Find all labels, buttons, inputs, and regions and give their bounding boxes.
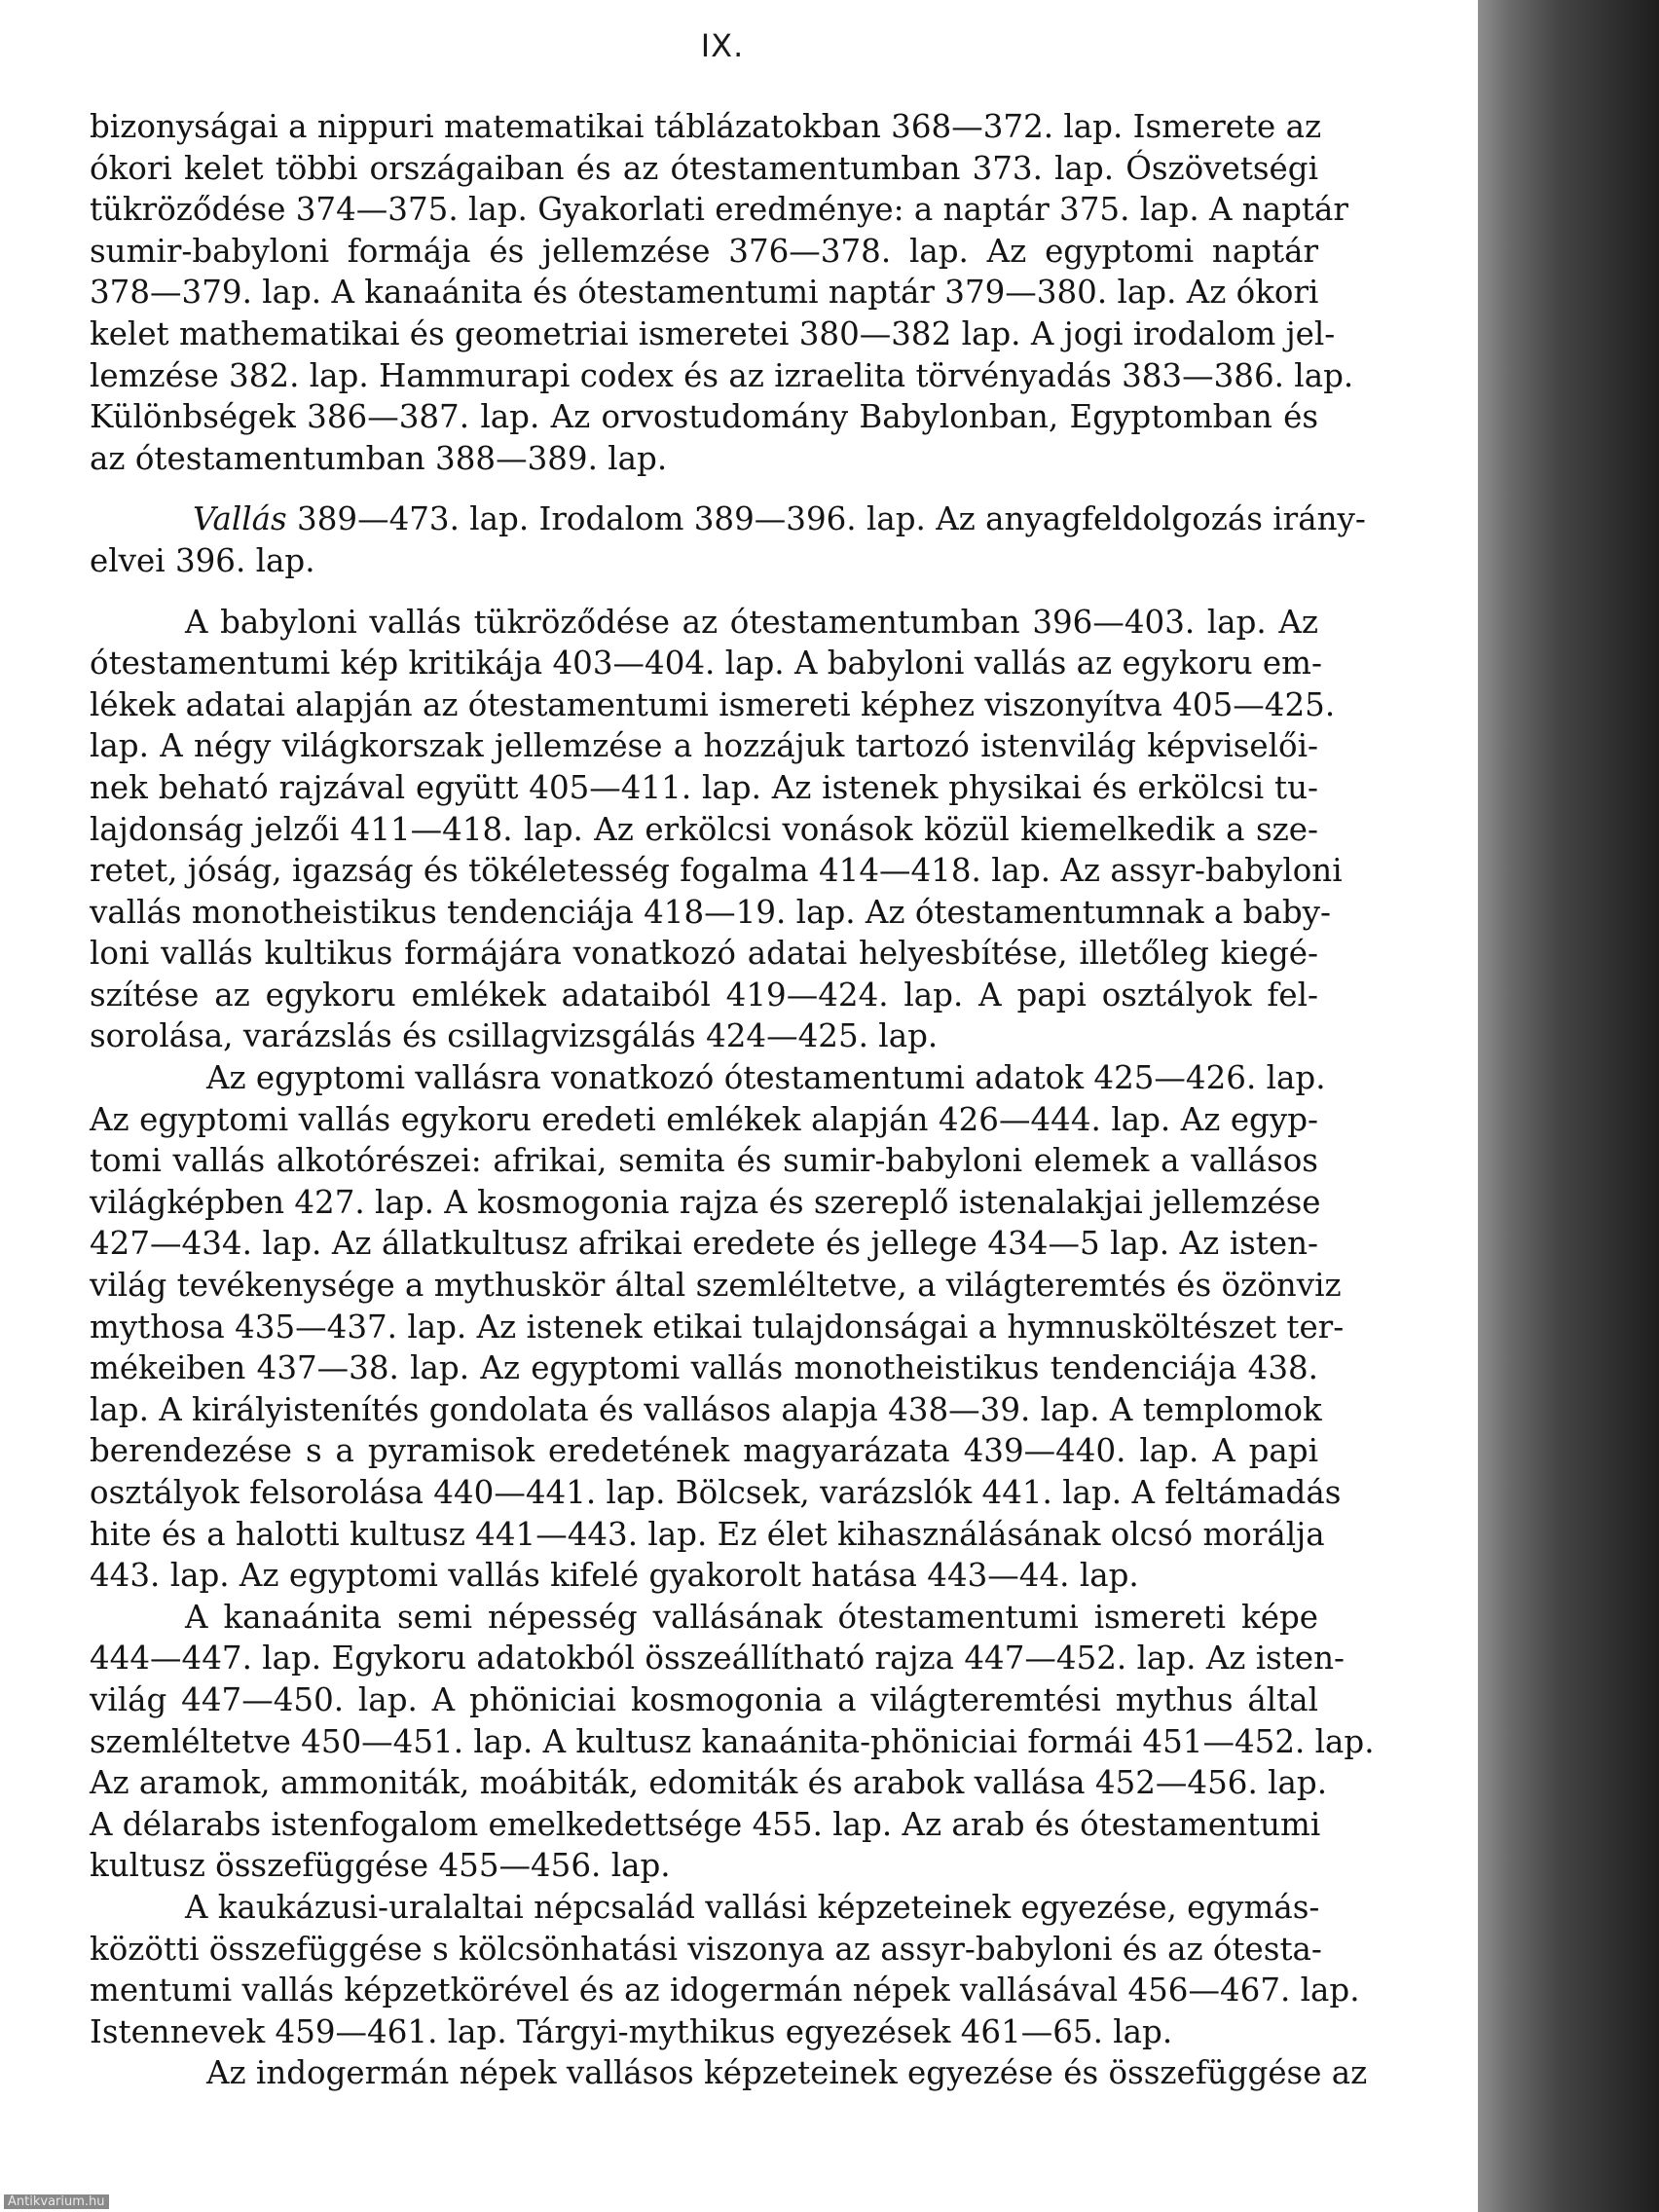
text-line: kultusz összefüggése 455—456. lap. xyxy=(90,1847,671,1885)
text-line: hite és a halotti kultusz 441—443. lap. Ez élet kihasználásának olcsó morálja xyxy=(90,1515,1325,1553)
text-line: lékek adatai alapján az ótestamentumi ismereti képhez viszonyítva 405—425. xyxy=(90,685,1336,723)
text-line: berendezése s a pyramisok eredetének magyarázata 439—440. lap. A papi xyxy=(90,1432,1318,1470)
watermark: Antikvarium.hu xyxy=(4,2194,109,2209)
text-line: osztályok felsorolása 440—441. lap. Bölcsek, varázslók 441. lap. A feltámadás xyxy=(90,1474,1342,1511)
text-line: elvei 396. lap. xyxy=(90,541,315,579)
text-line: A babyloni vallás tükröződése az ótestamentumban 396—403. lap. Az xyxy=(185,603,1318,641)
page-number: IX. xyxy=(700,27,745,64)
text-line: retet, jóság, igazság és tökéletesség fogalma 414—418. lap. Az assyr-babyloni xyxy=(90,852,1343,890)
paragraph-indo-european xyxy=(90,2052,1368,2094)
paragraph-gap xyxy=(90,582,1318,602)
page-text xyxy=(90,106,1375,2094)
text-line: sorolása, varázslás és csillagvizsgálás 424—425. lap. xyxy=(90,1017,939,1055)
text-line: nek beható rajzával együtt 405—411. lap. Az istenek physikai és erkölcsi tu- xyxy=(90,768,1318,806)
text-line: Az aramok, ammoniták, moábiták, edomiták és arabok vallása 452—456. lap. xyxy=(90,1764,1328,1802)
text-line: 378—379. lap. A kanaánita és ótestamentumi naptár 379—380. lap. Az ókori xyxy=(90,274,1319,312)
text-line: loni vallás kultikus formájára vonatkozó adatai helyesbítése, illetőleg kiegé- xyxy=(90,935,1318,973)
text-line: az ótestamentumban 388—389. lap. xyxy=(90,439,668,477)
paragraph-gap xyxy=(90,479,1318,498)
text-line xyxy=(90,498,1366,540)
text-line: lap. A királyistenítés gondolata és vallásos alapja 438—39. lap. A templomok xyxy=(90,1390,1322,1428)
text-line: 444—447. lap. Egykoru adatokból összeállítható rajza 447—452. lap. Az isten- xyxy=(90,1640,1346,1677)
paragraph-religion-intro xyxy=(90,498,1366,581)
text-line: lemzése 382. lap. Hammurapi codex és az izraelita törvényadás 383—386. lap. xyxy=(90,356,1354,394)
paragraph-mathematics xyxy=(90,106,1354,479)
text-line: mythosa 435—437. lap. Az istenek etikai tulajdonságai a hymnusköltészet ter- xyxy=(90,1308,1345,1346)
book-gutter-shadow xyxy=(1478,0,1659,2212)
text-line: lajdonság jelzői 411—418. lap. Az erkölcsi vonások közül kiemelkedik a sze- xyxy=(90,810,1318,848)
text-line: Istennevek 459—461. lap. Tárgyi-mythikus egyezések 461—65. lap. xyxy=(90,2012,1173,2050)
text-line: mékeiben 437—38. lap. Az egyptomi vallás monotheistikus tendenciája 438. xyxy=(90,1349,1318,1387)
text-line: 427—434. lap. Az állatkultusz afrikai eredete és jellege 434—5 lap. Az isten- xyxy=(90,1225,1318,1263)
text-line: világ tevékenysége a mythuskör által szemléltetve, a világteremtés és özönviz xyxy=(90,1267,1342,1305)
text-line: lap. A négy világkorszak jellemzése a hozzájuk tartozó istenvilág képviselői- xyxy=(90,727,1318,765)
text-line: Az egyptomi vallásra vonatkozó ótestamentumi adatok 425—426. lap. xyxy=(206,1059,1326,1097)
text-line: ótestamentumi kép kritikája 403—404. lap. A babyloni vallás az egykoru em- xyxy=(90,645,1322,682)
text-line: tomi vallás alkotórészei: afrikai, semita és sumir-babyloni elemek a vallásos xyxy=(90,1142,1318,1180)
paragraph-caucasian-uralaltaic xyxy=(90,1887,1360,2052)
text-line: Az indogermán népek vallásos képzeteinek egyezése és összefüggése az xyxy=(206,2054,1368,2092)
text-line: mentumi vallás képzetkörével és az idogermán népek vallásával 456—467. lap. xyxy=(90,1972,1360,2009)
paragraph-babylonian-religion xyxy=(90,602,1343,1058)
text-segment: 389—473. lap. Irodalom 389—396. lap. Az anyagfeldolgozás irány- xyxy=(286,500,1366,538)
text-line: tükröződése 374—375. lap. Gyakorlati eredménye: a naptár 375. lap. A naptár xyxy=(90,191,1348,229)
text-line: Különbségek 386—387. lap. Az orvostudomány Babylonban, Egyptomban és xyxy=(90,398,1318,436)
text-line: kelet mathematikai és geometriai ismeretei 380—382 lap. A jogi irodalom jel- xyxy=(90,314,1336,352)
text-line: szítése az egykoru emlékek adataiból 419—424. lap. A papi osztályok fel- xyxy=(90,976,1318,1014)
text-line: 443. lap. Az egyptomi vallás kifelé gyakorolt hatása 443—44. lap. xyxy=(90,1557,1139,1595)
text-line: világ 447—450. lap. A phöniciai kosmogonia a világteremtési mythus által xyxy=(90,1680,1318,1718)
text-line: A kaukázusi-uralaltai népcsalád vallási képzeteinek egyezése, egymás- xyxy=(185,1888,1320,1926)
text-line: A délarabs istenfogalom emelkedettsége 455. lap. Az arab és ótestamentumi xyxy=(90,1805,1321,1843)
text-line: ókori kelet többi országaiban és az ótestamentumban 373. lap. Ószövetségi xyxy=(90,149,1318,187)
paragraph-egyptian-religion xyxy=(90,1057,1345,1597)
text-line: bizonyságai a nippuri matematikai táblázatokban 368—372. lap. Ismerete az xyxy=(90,108,1322,145)
paragraph-canaanite-religion xyxy=(90,1597,1375,1887)
section-title: Vallás xyxy=(193,500,287,538)
text-line: sumir-babyloni formája és jellemzése 376—378. lap. Az egyptomi naptár xyxy=(90,232,1318,270)
text-line: közötti összefüggése s kölcsönhatási viszonya az assyr-babyloni és az ótesta- xyxy=(90,1930,1322,1968)
text-line: A kanaánita semi népesség vallásának ótestamentumi ismereti képe xyxy=(185,1598,1318,1636)
text-line: vallás monotheistikus tendenciája 418—19. lap. Az ótestamentumnak a baby- xyxy=(90,893,1331,931)
text-line: szemléltetve 450—451. lap. A kultusz kanaánita-phöniciai formái 451—452. lap. xyxy=(90,1722,1375,1760)
text-line: világképben 427. lap. A kosmogonia rajza és szereplő istenalakjai jellemzése xyxy=(90,1183,1321,1221)
text-line: Az egyptomi vallás egykoru eredeti emlékek alapján 426—444. lap. Az egyp- xyxy=(90,1100,1318,1138)
